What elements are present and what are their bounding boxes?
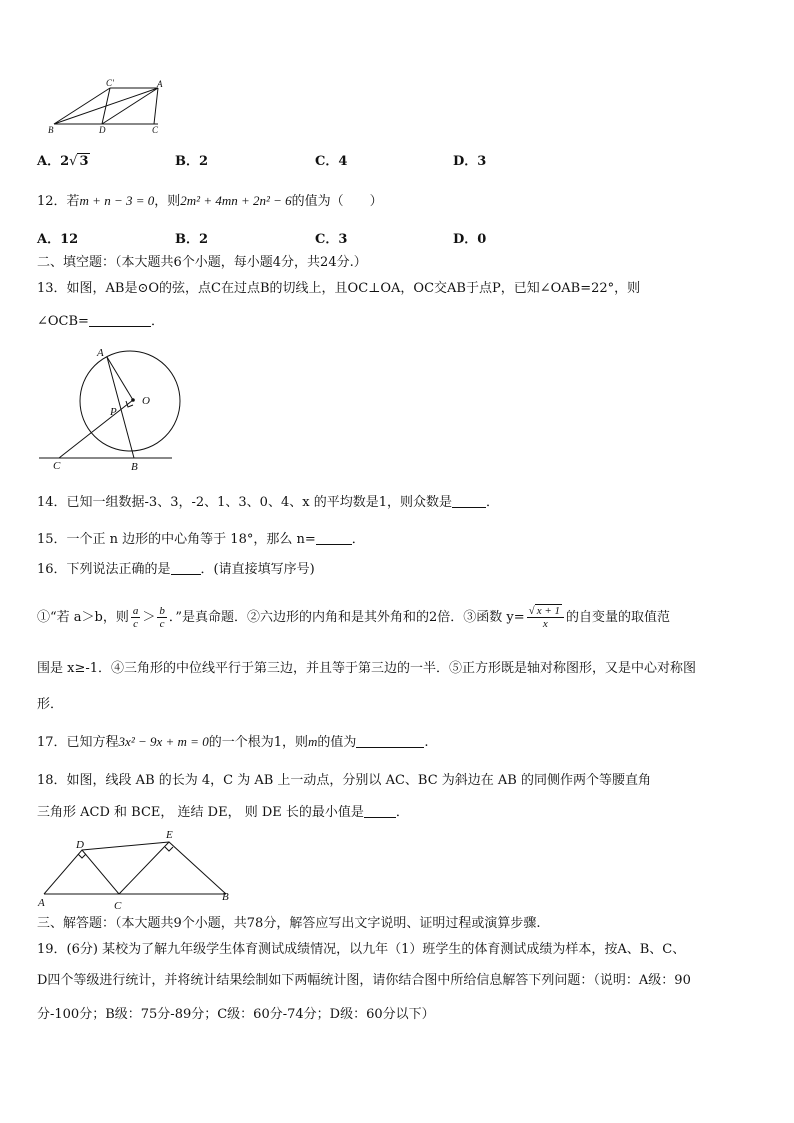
label-c: C <box>53 460 61 472</box>
question-16-line3: 形． <box>37 697 64 712</box>
label-d: D <box>99 125 106 135</box>
section-3-heading: 三、解答题：（本大题共9个小题，共78分，解答应写出文字说明、证明过程或演算步骤. <box>37 916 541 931</box>
q12-option-a: A．12 <box>37 232 79 247</box>
q11-option-c: C．4 <box>315 154 348 169</box>
label-p: P <box>110 406 117 418</box>
label-b: B <box>131 461 138 473</box>
question-16-line1: ①“若 a＞b，则 $\frac{a}{c}$ ＞ $\frac{b}{c}$ ．”是真命题．②六边形的内角和是其外角和的2倍．③函数 y= $\frac{√ x + 1}{x}$ 的自变量的取值范 <box>37 605 671 630</box>
question-15: 15．一个正 n 边形的中心角等于 18°，那么 n= ． <box>37 532 365 547</box>
fraction-a-over-c: $\frac{a}{c}$ <box>132 605 139 630</box>
question-13-line1: 13．如图，AB是⊙O的弦，点C在过点B的切线上，且OC⊥OA，OC交AB于点P，已知∠OAB=22°，则 <box>37 281 641 296</box>
question-14: 14．已知一组数据-3、3，-2、1、3、0、4、x 的平均数是1，则众数是 ． <box>37 495 499 510</box>
question-19-line1: 19．(6分) 某校为了解九年级学生体育测试成绩情况，以九年（1）班学生的体育测试成绩为样本，按A、B、C、 <box>37 942 686 957</box>
label-a: A <box>38 897 45 909</box>
q12-option-c: C．3 <box>315 232 348 247</box>
question-18-line1: 18．如图，线段 AB 的长为 4，C 为 AB 上一动点，分别以 AC、BC 为斜边在 AB 的同侧作两个等腰直角 <box>37 773 651 788</box>
label-o: O <box>142 395 150 407</box>
question-16: 16．下列说法正确的是 ．(请直接填写序号) <box>37 562 315 577</box>
question-17: 17．已知方程3x² − 9x + m = 0的一个根为1，则m的值为 . <box>37 734 429 750</box>
fraction-b-over-c: $\frac{b}{c}$ <box>159 605 165 630</box>
label-e: E <box>166 829 173 841</box>
section-2-heading: 二、填空题：（本大题共6个小题，每小题4分，共24分.） <box>37 255 367 270</box>
label-c: C <box>114 900 122 912</box>
answer-blank <box>356 735 424 748</box>
label-c: C <box>152 125 159 135</box>
label-d: D <box>76 839 84 851</box>
label-c-prime: C' <box>106 78 114 88</box>
label-b: B <box>48 125 54 135</box>
figure-parallelogram <box>44 78 174 136</box>
figure-circle <box>37 343 197 473</box>
answer-blank <box>452 495 486 508</box>
answer-blank <box>364 805 396 818</box>
question-18-line2: 三角形 ACD 和 BCE， 连结 DE， 则 DE 长的最小值是 ． <box>37 805 409 820</box>
q11-option-d: D．3 <box>453 154 487 169</box>
answer-blank <box>316 532 352 545</box>
answer-blank <box>89 314 151 327</box>
question-19-line3: 分-100分；B级：75分-89分；C级：60分-74分；D级：60分以下） <box>37 1007 435 1022</box>
q12-option-b: B．2 <box>175 232 209 247</box>
question-16-line2: 围是 x≥-1．④三角形的中位线平行于第三边，并且等于第三边的一半．⑤正方形既是轴对称图形，又是中心对称图 <box>37 661 697 676</box>
answer-blank <box>171 562 201 575</box>
label-a: A <box>157 79 163 89</box>
question-12: 12．若m + n − 3 = 0，则2m² + 4mn + 2n² − 6的值为（ ） <box>37 193 383 209</box>
figure-triangles <box>36 826 236 914</box>
q12-option-d: D．0 <box>453 232 487 247</box>
question-19-line2: D四个等级进行统计，并将统计结果绘制如下两幅统计图，请你结合图中所给信息解答下列问题：（说明：A级：90 <box>37 973 691 988</box>
label-a: A <box>97 347 104 359</box>
q11-option-a: A．2√ 3 <box>37 154 89 169</box>
fraction-sqrt: $\frac{√ x + 1}{x}$ <box>527 605 564 630</box>
question-13-line2: ∠OCB= ． <box>37 314 164 329</box>
q11-option-b: B．2 <box>175 154 209 169</box>
label-b: B <box>222 891 229 903</box>
